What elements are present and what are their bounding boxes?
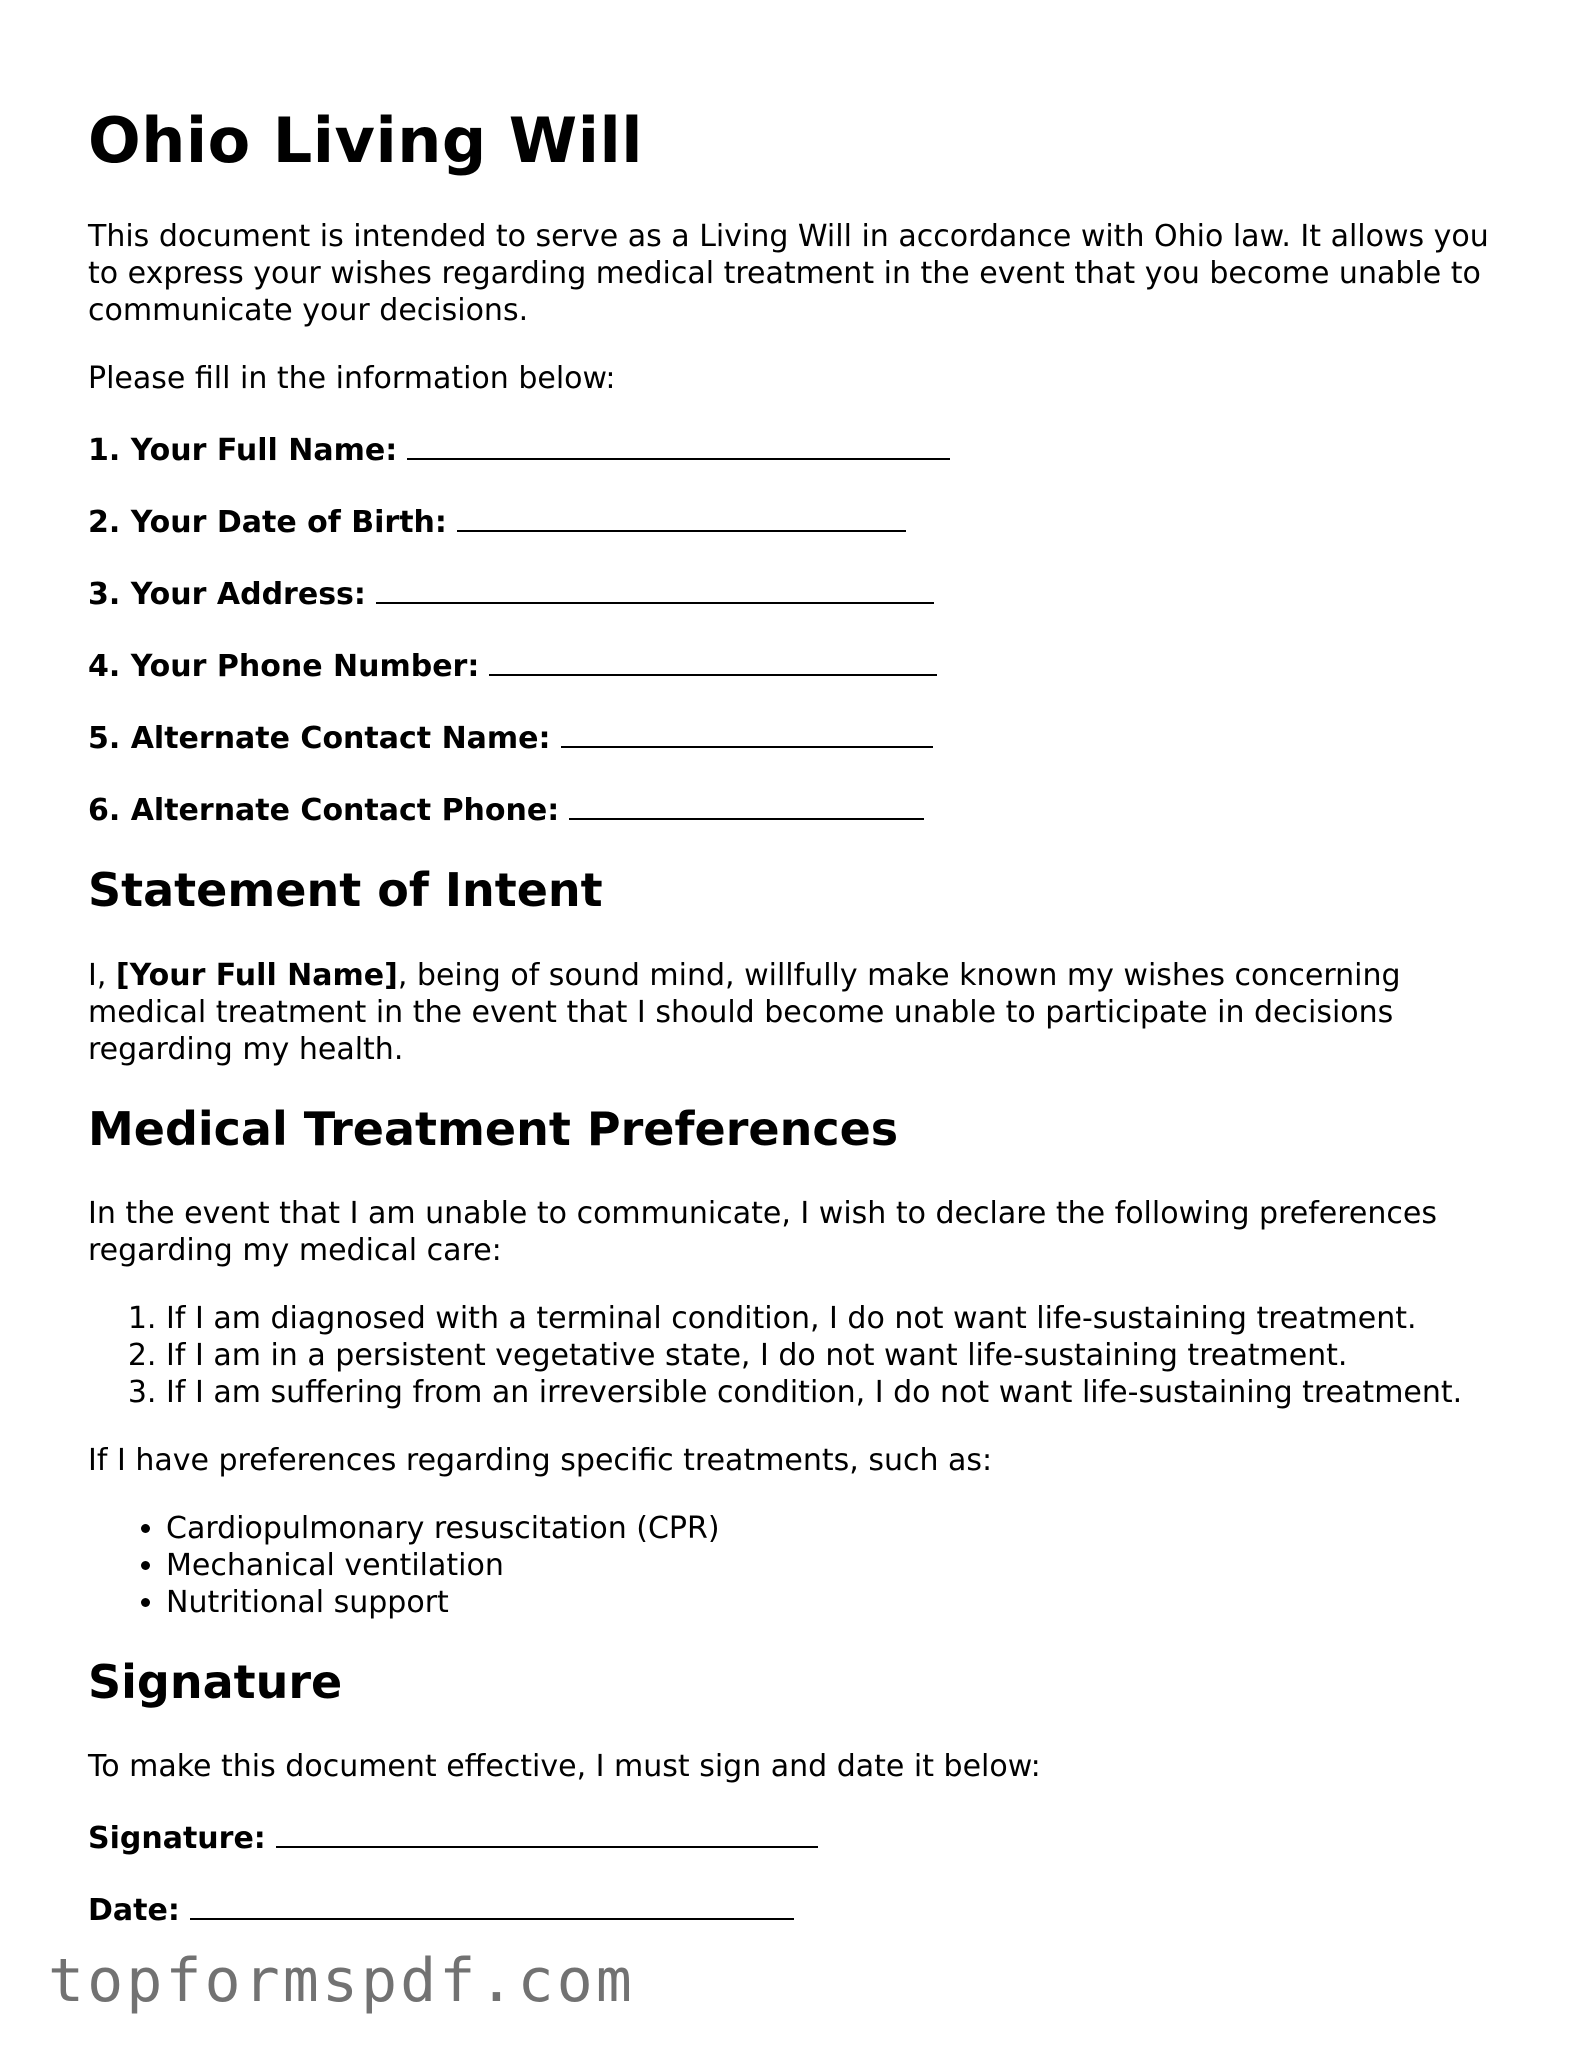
field-label: 6. Alternate Contact Phone: (88, 793, 560, 829)
signature-blank[interactable] (276, 1816, 818, 1848)
full-name-blank[interactable] (407, 428, 950, 460)
preferences-list (88, 1300, 1528, 1411)
address-blank[interactable] (376, 572, 934, 604)
date-of-birth-field[interactable] (88, 500, 1528, 541)
field-label: Date: (88, 1892, 180, 1928)
intent-prefix: I, (88, 957, 116, 993)
alternate-contact-phone-blank[interactable] (569, 788, 924, 820)
intent-heading: Statement of Intent (88, 863, 603, 918)
list-item: • Mechanical ventilation (166, 1547, 1528, 1584)
document-title: Ohio Living Will (88, 104, 643, 177)
preferences-intro: In the event that I am unable to communicate, I wish to declare the following preferences regarding my medical care: (88, 1195, 1437, 1268)
alternate-contact-phone-field[interactable] (88, 788, 1528, 829)
alternate-contact-name-field[interactable] (88, 716, 1528, 757)
full-name-field[interactable] (88, 428, 1528, 469)
preferences-heading: Medical Treatment Preferences (88, 1101, 899, 1156)
date-blank[interactable] (190, 1888, 794, 1920)
field-label: 5. Alternate Contact Name: (88, 721, 551, 757)
list-item: 3. If I am suffering from an irreversible condition, I do not want life-sustaining treatment. (166, 1374, 1528, 1411)
field-label: 4. Your Phone Number: (88, 649, 480, 685)
full-name-placeholder: [Your Full Name] (115, 957, 398, 993)
signature-intro: To make this document effective, I must sign and date it below: (88, 1748, 1041, 1784)
address-field[interactable] (88, 572, 1528, 613)
signature-heading: Signature (88, 1654, 343, 1709)
document-page (88, 104, 1528, 1960)
field-label: Signature: (88, 1820, 266, 1856)
phone-number-field[interactable] (88, 644, 1528, 685)
date-of-birth-blank[interactable] (457, 500, 906, 532)
field-label: 3. Your Address: (88, 577, 366, 613)
phone-number-blank[interactable] (489, 644, 937, 676)
watermark: topformspdf.com (48, 1946, 635, 2016)
list-item: • Nutritional support (166, 1584, 1528, 1621)
intent-suffix: , being of sound mind, willfully make known my wishes concerning medical treatment in the event that I should become unable to participate in decisions regarding my health. (88, 957, 1401, 1067)
list-item: • Cardiopulmonary resuscitation (CPR) (166, 1510, 1528, 1547)
specific-treatments-intro: If I have preferences regarding specific treatments, such as: (88, 1442, 993, 1478)
list-item: 1. If I am diagnosed with a terminal condition, I do not want life-sustaining treatment. (166, 1300, 1528, 1337)
fill-prompt: Please fill in the information below: (88, 361, 616, 397)
specific-treatments-list (88, 1510, 1528, 1621)
date-field[interactable] (88, 1888, 1528, 1929)
alternate-contact-name-blank[interactable] (561, 716, 933, 748)
intent-paragraph (88, 957, 1528, 1068)
list-item: 2. If I am in a persistent vegetative state, I do not want life-sustaining treatment. (166, 1337, 1528, 1374)
field-label: 2. Your Date of Birth: (88, 505, 447, 541)
field-label: 1. Your Full Name: (88, 433, 398, 469)
signature-field[interactable] (88, 1816, 1528, 1857)
intro-paragraph: This document is intended to serve as a Living Will in accordance with Ohio law. It allows you to express your wishes regarding medical treatment in the event that you become unable to communicate your decisions. (88, 219, 1489, 329)
